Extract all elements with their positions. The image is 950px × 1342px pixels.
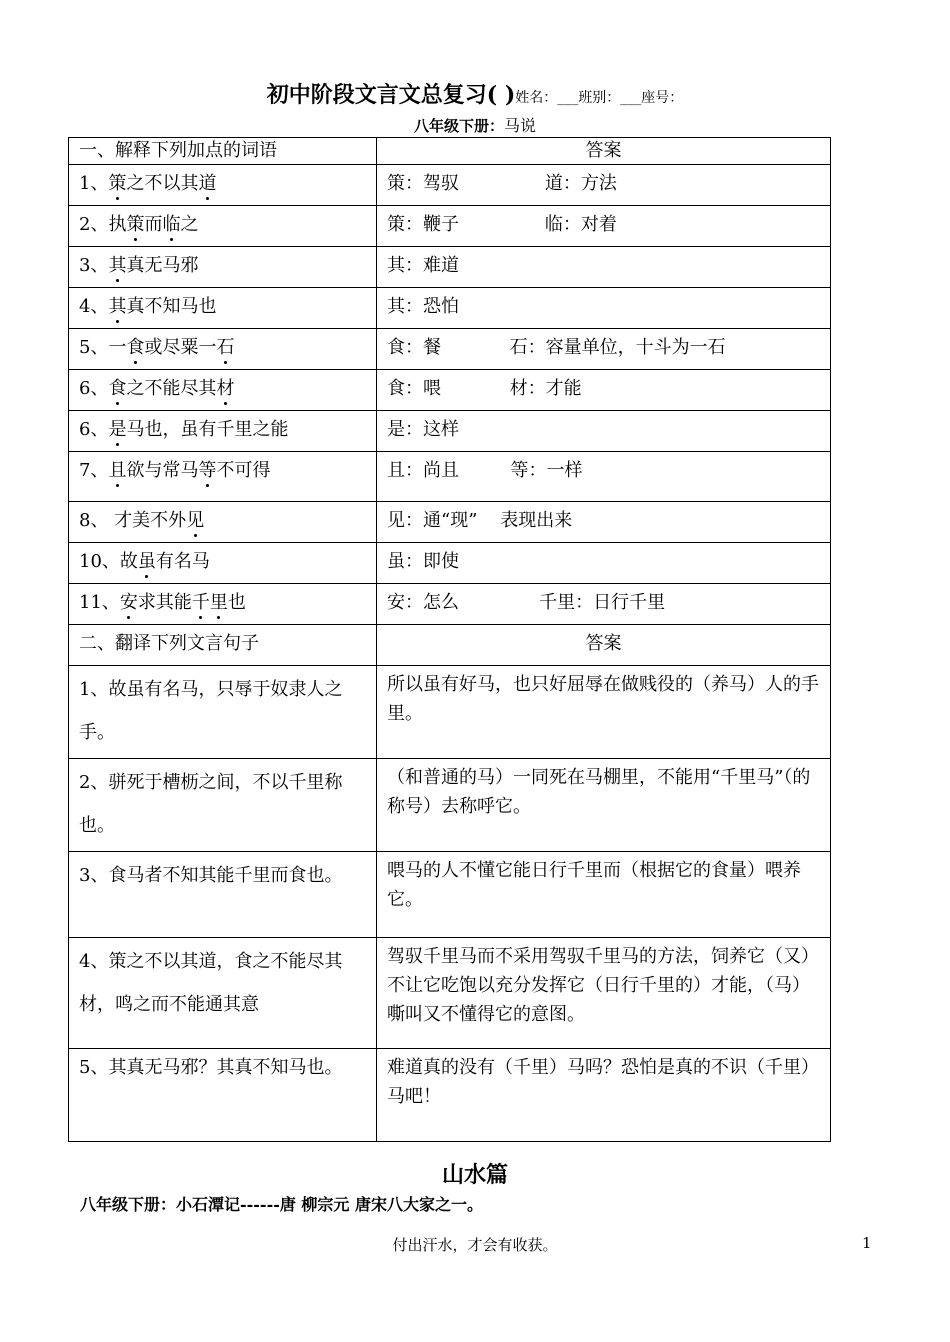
- dotted-char: 其: [108, 296, 127, 317]
- vocab-answer: 策：鞭子 临：对着: [377, 206, 831, 247]
- question-number: 5、: [79, 337, 109, 358]
- vocab-question: [69, 370, 377, 411]
- dotted-char: 且: [108, 460, 127, 481]
- translation-row: [69, 666, 831, 759]
- vocab-answer: 虽：即使: [377, 543, 831, 584]
- class-blank: ___: [620, 90, 642, 106]
- section2-header-row: [69, 625, 831, 666]
- dotted-word: [216, 378, 234, 399]
- question-number: 2、: [79, 214, 109, 235]
- vocab-row: [69, 502, 831, 543]
- title-close: ): [497, 82, 516, 108]
- question-text: 求其能: [137, 592, 192, 613]
- vocab-row: [69, 247, 831, 288]
- vocab-question: [69, 329, 377, 370]
- translation-row: [69, 759, 831, 852]
- question-text: 之不以其: [126, 173, 199, 194]
- question-number: 11、: [79, 592, 120, 613]
- dotted-word: [198, 173, 216, 194]
- vocab-row: [69, 452, 831, 502]
- question-text: 也: [227, 592, 246, 613]
- grade-label: 八年级下册：: [413, 117, 504, 135]
- vocab-question: [69, 502, 377, 543]
- vocab-answer: 且：尚且 等：一样: [377, 452, 831, 502]
- translation-answer: 难道真的没有（千里）马吗？恐怕是真的不识（千里）马吧！: [377, 1049, 831, 1142]
- question-text: 之不能尽其: [126, 378, 217, 399]
- question-text: 执: [108, 214, 127, 235]
- section2-answer-heading: 答案: [377, 625, 831, 666]
- dotted-char: 策: [108, 173, 127, 194]
- lesson-name: 马说: [504, 116, 537, 135]
- translation-answer: 驾驭千里马而不采用驾驭千里马的方法，饲养它（又）不让它吃饱以充分发挥它（日行千里的）才能，（马）嘶叫又不懂得它的意图。: [377, 938, 831, 1049]
- question-number: 10、: [79, 551, 120, 572]
- dotted-char: 是: [108, 419, 127, 440]
- question-number: 8、: [79, 510, 115, 531]
- dotted-word: [108, 296, 126, 317]
- vocab-question: [69, 206, 377, 247]
- question-text: 故: [119, 551, 138, 572]
- question-text: 之: [180, 214, 199, 235]
- question-text: 真不知马也: [126, 296, 217, 317]
- name-blank: ___: [557, 90, 579, 106]
- translation-question: 4、策之不以其道，食之不能尽其材，鸣之而不能通其意: [69, 938, 377, 1049]
- lesson-subtitle: [0, 113, 950, 136]
- translation-row: [69, 938, 831, 1049]
- dotted-word: [138, 551, 156, 572]
- dotted-word: [108, 460, 126, 481]
- dotted-word: [108, 173, 126, 194]
- dotted-char: 千: [191, 592, 210, 613]
- vocab-answer: 其：难道: [377, 247, 831, 288]
- section1-header-row: [69, 138, 831, 165]
- vocab-answer: 策：驾驭 道：方法: [377, 165, 831, 206]
- dotted-word: [162, 214, 180, 235]
- vocab-row: [69, 370, 831, 411]
- vocab-question: [69, 165, 377, 206]
- dotted-char: 道: [198, 173, 217, 194]
- section-title: 山水篇: [441, 1162, 508, 1188]
- dotted-word: [186, 510, 204, 531]
- dotted-word: [126, 337, 144, 358]
- translation-row: [69, 852, 831, 938]
- dotted-word: [108, 419, 126, 440]
- vocab-question: [69, 288, 377, 329]
- section1-answer-heading: 答案: [377, 138, 831, 165]
- question-text: 或尽粟一: [144, 337, 217, 358]
- vocab-row: [69, 206, 831, 247]
- vocab-answer: 见：通“现” 表现出来: [377, 502, 831, 543]
- question-number: 6、: [79, 378, 109, 399]
- dotted-char: 石: [216, 337, 235, 358]
- question-number: 3、: [79, 255, 109, 276]
- vocab-answer: 是：这样: [377, 411, 831, 452]
- translation-answer: 所以虽有好马，也只好屈辱在做贱役的（养马）人的手里。: [377, 666, 831, 759]
- question-number: 1、: [79, 173, 109, 194]
- vocab-row: [69, 329, 831, 370]
- question-text: 有名马: [155, 551, 210, 572]
- translation-row: [69, 1049, 831, 1142]
- name-label: 姓名：: [515, 90, 558, 106]
- dotted-char: 策: [126, 214, 145, 235]
- section-subtitle: 八年级下册：小石潭记------唐 柳宗元 唐宋八大家之一。: [80, 1195, 483, 1214]
- document-title: [0, 78, 950, 109]
- translation-answer: 喂马的人不懂它能日行千里而（根据它的食量）喂养它。: [377, 852, 831, 938]
- dotted-word: [108, 255, 126, 276]
- dotted-char: 其: [108, 255, 127, 276]
- dotted-char: 见: [186, 510, 205, 531]
- seat-label: 座号：: [641, 90, 684, 106]
- question-text: 才美不外: [114, 510, 187, 531]
- translation-question: 3、食马者不知其能千里而食也。: [69, 852, 377, 938]
- vocab-answer: 安：怎么 千里：日行千里: [377, 584, 831, 625]
- dotted-char: 安: [119, 592, 138, 613]
- dotted-char: 虽: [137, 551, 156, 572]
- dotted-char: 食: [126, 337, 145, 358]
- question-number: 7、: [79, 460, 109, 481]
- dotted-word: [216, 337, 234, 358]
- vocab-question: [69, 452, 377, 502]
- vocab-question: [69, 411, 377, 452]
- vocab-row: [69, 288, 831, 329]
- vocab-question: [69, 584, 377, 625]
- translation-answer: （和普通的马）一同死在马棚里，不能用“千里马”（的称号）去称呼它。: [377, 759, 831, 852]
- question-number: 4、: [79, 296, 109, 317]
- question-text: 而: [144, 214, 163, 235]
- vocab-row: [69, 165, 831, 206]
- vocab-question: [69, 247, 377, 288]
- question-text: 欲与常马: [126, 460, 199, 481]
- review-table: [68, 137, 831, 1142]
- dotted-char: 材: [216, 378, 235, 399]
- translation-question: 2、骈死于槽枥之间，不以千里称也。: [69, 759, 377, 852]
- dotted-word: [120, 592, 138, 613]
- vocab-row: [69, 411, 831, 452]
- vocab-answer: 食：餐 石：容量单位，十斗为一石: [377, 329, 831, 370]
- dotted-word: [198, 460, 216, 481]
- vocab-question: [69, 543, 377, 584]
- dotted-char: 里: [209, 592, 228, 613]
- footer-motto: 付出汗水，才会有收获。: [392, 1236, 558, 1254]
- question-text: 不可得: [216, 460, 271, 481]
- class-label: 班别：: [578, 90, 621, 106]
- vocab-row: [69, 584, 831, 625]
- dotted-char: 食: [108, 378, 127, 399]
- question-text: 真无马邪: [126, 255, 199, 276]
- title-text: 初中阶段文言文总复习(: [266, 82, 498, 108]
- vocab-answer: 其：恐怕: [377, 288, 831, 329]
- vocab-answer: 食：喂 材：才能: [377, 370, 831, 411]
- section2-heading: 二、翻译下列文言句子: [69, 625, 377, 666]
- question-number: 6、: [79, 419, 109, 440]
- dotted-word: [126, 214, 144, 235]
- page-number: 1: [862, 1234, 872, 1252]
- section1-heading: 一、解释下列加点的词语: [69, 138, 377, 165]
- dotted-char: 等: [198, 460, 217, 481]
- question-text: 一: [108, 337, 127, 358]
- question-text: 马也，虽有千里之能: [126, 419, 289, 440]
- translation-question: 5、其真无马邪？其真不知马也。: [69, 1049, 377, 1142]
- vocab-row: [69, 543, 831, 584]
- dotted-char: 临: [162, 214, 181, 235]
- dotted-word: [108, 378, 126, 399]
- dotted-word: [192, 592, 228, 613]
- translation-question: 1、故虽有名马，只辱于奴隶人之手。: [69, 666, 377, 759]
